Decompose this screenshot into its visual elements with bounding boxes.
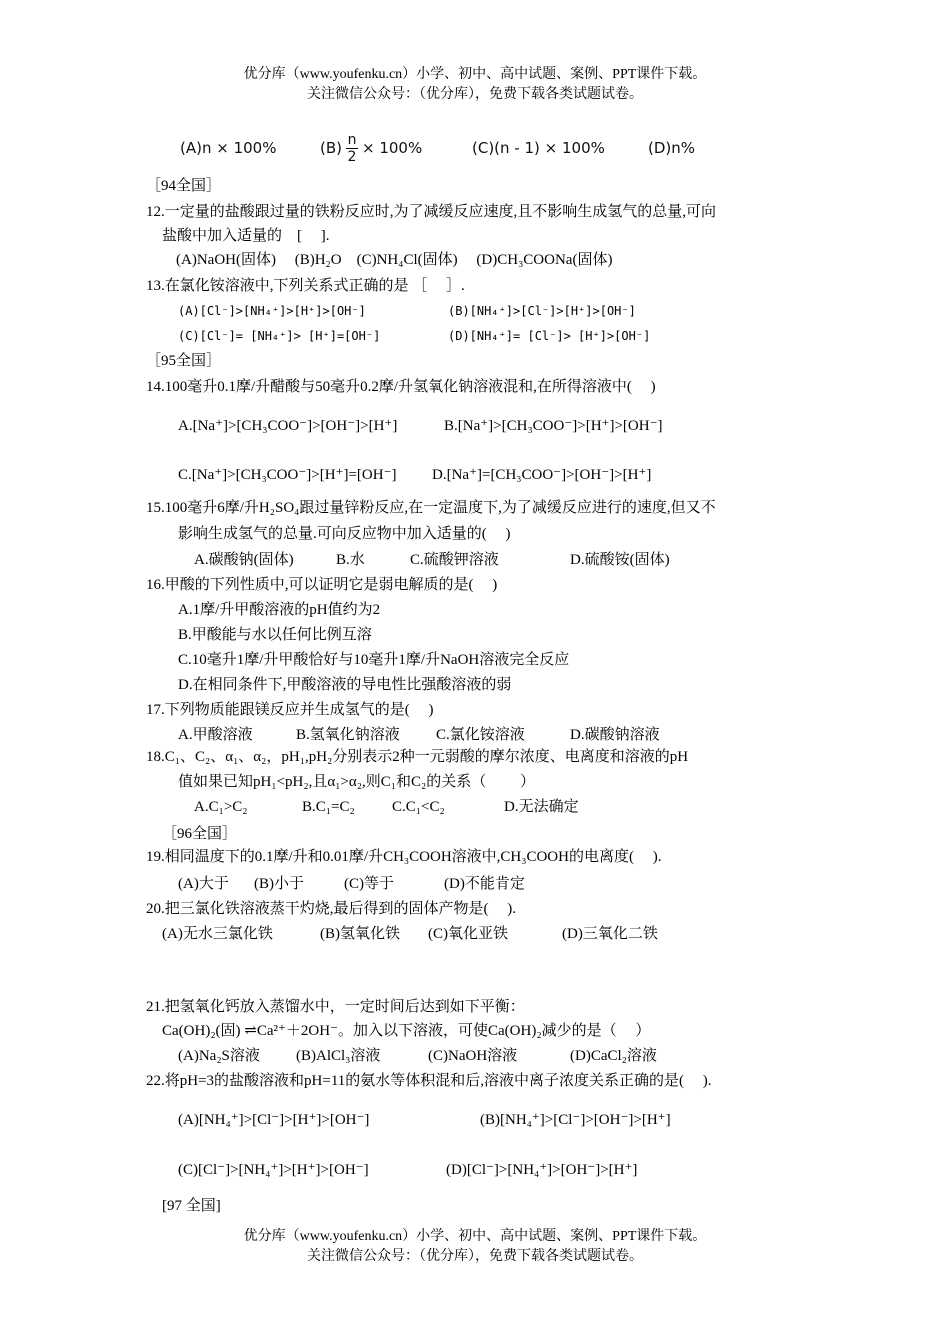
q21-option-b: (B)AlCl₃溶液 (296, 1048, 381, 1064)
q17-option-b: B.氢氧化钠溶液 (296, 727, 400, 743)
q22-option-d: (D)[Cl⁻]>[NH₄⁺]>[OH⁻]>[H⁺] (446, 1162, 638, 1178)
q19-option-b: (B)小于 (254, 876, 304, 892)
q18-option-c: C.C₁<C₂ (392, 799, 445, 815)
q20-option-b: (B)氢氧化铁 (320, 926, 400, 942)
q16-option-d: D.在相同条件下,甲酸溶液的导电性比强酸溶液的弱 (178, 677, 512, 693)
q15-option-b: B.水 (336, 552, 365, 568)
top-option-b-suffix: × 100% (362, 139, 423, 157)
q14-option-a: A.[Na⁺]>[CH₃COO⁻]>[OH⁻]>[H⁺] (178, 418, 398, 434)
q18-option-a: A.C₁>C₂ (194, 799, 248, 815)
section-95: ［95全国］ (146, 353, 222, 369)
q17-stem: 17.下列物质能跟镁反应并生成氢气的是( ) (146, 702, 434, 718)
q14-option-b: B.[Na⁺]>[CH₃COO⁻]>[H⁺]>[OH⁻] (444, 418, 663, 434)
q18-option-d: D.无法确定 (504, 799, 579, 815)
q13-option-c: (C)[Cl⁻]= [NH₄⁺]> [H⁺]=[OH⁻] (178, 329, 381, 343)
fraction-denominator: 2 (347, 149, 357, 165)
q18-option-b: B.C₁=C₂ (302, 799, 355, 815)
q22-option-c: (C)[Cl⁻]>[NH₄⁺]>[H⁺]>[OH⁻] (178, 1162, 369, 1178)
top-option-b-prefix: (B) (320, 139, 342, 157)
q18-line-2: 值如果已知pH₁<pH₂,且α₁>α₂,则C₁和C₂的关系（ ） (178, 774, 535, 790)
header-line-1: 优分库（www.youfenku.cn）小学、初中、高中试题、案例、PPT课件下载。 (243, 67, 707, 82)
footer-line-2: 关注微信公众号：（优分库），免费下载各类试题试卷。 (307, 1249, 643, 1264)
q19-option-a: (A)大于 (178, 876, 229, 892)
q21-option-c: (C)NaOH溶液 (428, 1048, 518, 1064)
q14-stem: 14.100毫升0.1摩/升醋酸与50毫升0.2摩/升氢氧化钠溶液混和,在所得溶液中( ) (146, 379, 656, 395)
q15-option-a: A.碳酸钠(固体) (194, 552, 294, 568)
q20-option-d: (D)三氧化二铁 (562, 926, 658, 942)
q16-stem: 16.甲酸的下列性质中,可以证明它是弱电解质的是( ) (146, 577, 498, 593)
q21-line-2: Ca(OH)₂(固) ⇌Ca²⁺＋2OH⁻。加入以下溶液，可使Ca(OH)₂减少的是（ ） (162, 1023, 651, 1039)
section-97: [97 全国] (162, 1198, 221, 1214)
q17-option-d: D.碳酸钠溶液 (570, 727, 660, 743)
q15-option-d: D.硫酸铵(固体) (570, 552, 670, 568)
q13-option-a: (A)[Cl⁻]>[NH₄⁺]>[H⁺]>[OH⁻] (178, 304, 366, 318)
q21-option-a: (A)Na₂S溶液 (178, 1048, 260, 1064)
q19-option-c: (C)等于 (344, 876, 394, 892)
q14-option-d: D.[Na⁺]=[CH₃COO⁻]>[OH⁻]>[H⁺] (432, 467, 652, 483)
q20-option-c: (C)氧化亚铁 (428, 926, 508, 942)
q20-stem: 20.把三氯化铁溶液蒸干灼烧,最后得到的固体产物是( ). (146, 901, 516, 917)
q12-line-2: 盐酸中加入适量的 [ ]. (162, 228, 330, 244)
q16-option-b: B.甲酸能与水以任何比例互溶 (178, 627, 372, 643)
q13-option-b: (B)[NH₄⁺]>[Cl⁻]>[H⁺]>[OH⁻] (448, 304, 636, 318)
q21-line-1: 21.把氢氧化钙放入蒸馏水中，一定时间后达到如下平衡： (146, 999, 525, 1015)
header-line-2: 关注微信公众号：（优分库），免费下载各类试题试卷。 (307, 87, 643, 102)
q12-line-1: 12.一定量的盐酸跟过量的铁粉反应时,为了减缓反应速度,且不影响生成氢气的总量,可向 (146, 204, 717, 220)
q18-line-1: 18.C₁、C₂、α₁、α₂，pH₁,pH₂分别表示2种一元弱酸的摩尔浓度、电离度和溶液的pH (146, 749, 689, 765)
q17-option-c: C.氯化铵溶液 (436, 727, 525, 743)
q13-option-d: (D)[NH₄⁺]= [Cl⁻]> [H⁺]>[OH⁻] (448, 329, 651, 343)
top-option-a: (A)n × 100% (180, 139, 277, 157)
q19-stem: 19.相同温度下的0.1摩/升和0.01摩/升CH₃COOH溶液中,CH₃COOH的电离度( ). (146, 849, 662, 865)
footer-line-1: 优分库（www.youfenku.cn）小学、初中、高中试题、案例、PPT课件下载。 (243, 1229, 707, 1244)
fraction-numerator: n (347, 132, 357, 148)
q12-options: (A)NaOH(固体) (B)H₂O (C)NH₄Cl(固体) (D)CH₃COONa(固体) (176, 252, 613, 268)
q22-option-b: (B)[NH₄⁺]>[Cl⁻]>[OH⁻]>[H⁺] (480, 1112, 671, 1128)
q14-option-c: C.[Na⁺]>[CH₃COO⁻]>[H⁺]=[OH⁻] (178, 467, 397, 483)
q16-option-c: C.10毫升1摩/升甲酸恰好与10毫升1摩/升NaOH溶液完全反应 (178, 652, 570, 668)
q19-option-d: (D)不能肯定 (444, 876, 525, 892)
q20-option-a: (A)无水三氯化铁 (162, 926, 273, 942)
q17-option-a: A.甲酸溶液 (178, 727, 253, 743)
top-option-b (320, 128, 422, 168)
top-option-c: (C)(n - 1) × 100% (472, 139, 605, 157)
section-94: ［94全国］ (146, 178, 222, 194)
fraction-n-over-2 (346, 133, 358, 164)
q22-stem: 22.将pH=3的盐酸溶液和pH=11的氨水等体积混和后,溶液中离子浓度关系正确的是( ). (146, 1073, 712, 1089)
q21-option-d: (D)CaCl₂溶液 (570, 1048, 657, 1064)
q13-stem: 13.在氯化铵溶液中,下列关系式正确的是 ［ ］. (146, 278, 465, 294)
q16-option-a: A.1摩/升甲酸溶液的pH值约为2 (178, 602, 381, 618)
q15-option-c: C.硫酸钾溶液 (410, 552, 499, 568)
q22-option-a: (A)[NH₄⁺]>[Cl⁻]>[H⁺]>[OH⁻] (178, 1112, 370, 1128)
q15-line-2: 影响生成氢气的总量.可向反应物中加入适量的( ) (178, 526, 511, 542)
q15-line-1: 15.100毫升6摩/升H₂SO₄跟过量锌粉反应,在一定温度下,为了减缓反应进行的速度,但又不 (146, 500, 716, 516)
section-96: ［96全国］ (162, 826, 238, 842)
top-option-d: (D)n% (648, 139, 696, 157)
